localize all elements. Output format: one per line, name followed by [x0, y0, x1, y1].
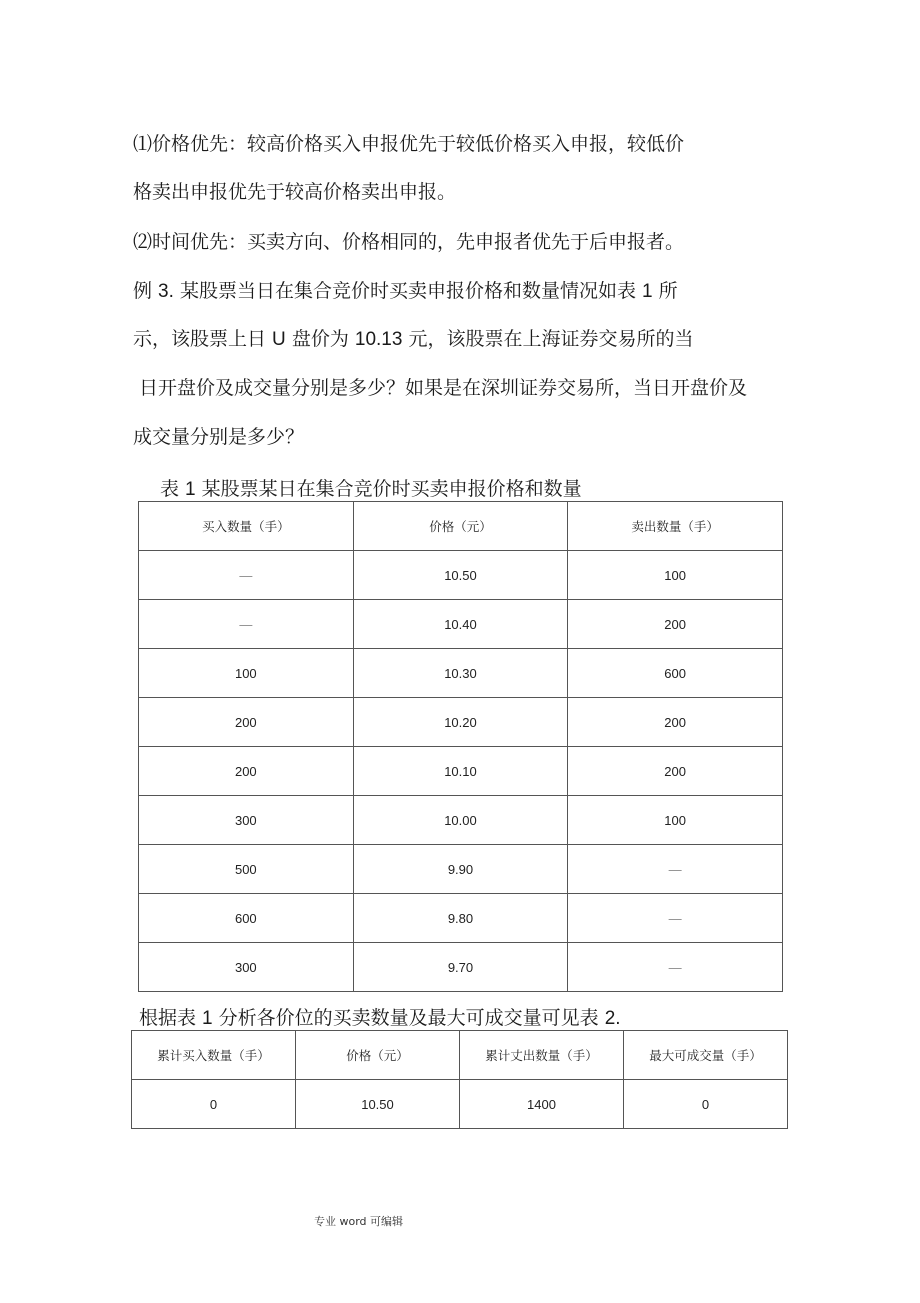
buy-qty-cell: 300	[139, 796, 354, 845]
buy-qty-cell: 100	[139, 649, 354, 698]
example-text: 某股票当日在集合竞价时买卖申报价格和数量情况如表	[173, 280, 642, 302]
price-cell: 10.20	[353, 698, 568, 747]
table-row	[139, 894, 783, 943]
table-row	[139, 551, 783, 600]
table-row	[139, 796, 783, 845]
price-cell: 9.80	[353, 894, 568, 943]
table-row	[139, 943, 783, 992]
table-header-row	[132, 1031, 788, 1080]
paragraph-price-priority-line2: 格卖出申报优先于较高价格卖出申报。	[133, 181, 457, 203]
header-sell-qty: 卖出数量（手）	[568, 502, 783, 551]
cum-buy-qty-cell: 0	[132, 1080, 296, 1129]
price-cell: 10.10	[353, 747, 568, 796]
example-text: 示，该股票上日	[133, 328, 273, 350]
header-buy-qty: 买入数量（手）	[139, 502, 354, 551]
buy-qty-cell: 200	[139, 747, 354, 796]
paragraph-time-priority: ⑵时间优先：买卖方向、价格相同的，先申报者优先于后申报者。	[133, 231, 685, 253]
header-max-volume: 最大可成交量（手）	[624, 1031, 788, 1080]
sell-qty-cell: 600	[568, 649, 783, 698]
table-row	[132, 1080, 788, 1129]
example-label: 例	[133, 280, 159, 302]
table-row	[139, 747, 783, 796]
sell-qty-cell: —	[568, 943, 783, 992]
sell-qty-cell: 200	[568, 747, 783, 796]
price-cell: 10.30	[353, 649, 568, 698]
sell-qty-cell: 100	[568, 551, 783, 600]
example-line-2	[133, 327, 693, 352]
table-header-row	[139, 502, 783, 551]
price-cell: 9.70	[353, 943, 568, 992]
example-line-3: 日开盘价及成交量分别是多少？如果是在深圳证券交易所，当日开盘价及	[139, 377, 748, 399]
example-text-end: 所	[652, 280, 678, 302]
table-row	[139, 698, 783, 747]
table1-caption: 表 1 某股票某日在集合竞价时买卖申报价格和数量	[160, 478, 582, 500]
max-volume-cell: 0	[624, 1080, 788, 1129]
example-text: 元，该股票在上海证券交易所的当	[402, 328, 694, 350]
table-row	[139, 649, 783, 698]
table-row	[139, 845, 783, 894]
price-cell: 10.50	[353, 551, 568, 600]
example-line-4: 成交量分别是多少？	[133, 426, 305, 448]
table-ref-number: 1	[642, 281, 653, 302]
order-book-table	[138, 501, 783, 992]
cumulative-volume-table	[131, 1030, 788, 1129]
header-cum-sell-qty: 累计丈出数量（手）	[460, 1031, 624, 1080]
sell-qty-cell: 100	[568, 796, 783, 845]
example-text: 盘价为	[285, 328, 355, 350]
buy-qty-cell: 500	[139, 845, 354, 894]
price-cell: 10.00	[353, 796, 568, 845]
buy-qty-cell: 300	[139, 943, 354, 992]
close-price-value: 10.13	[354, 329, 403, 350]
price-cell: 10.40	[353, 600, 568, 649]
price-cell: 10.50	[296, 1080, 460, 1129]
sell-qty-cell: —	[568, 894, 783, 943]
sell-qty-cell: —	[568, 845, 783, 894]
paragraph-price-priority-line1: ⑴价格优先：较高价格买入申报优先于较低价格买入申报，较低价	[133, 133, 685, 155]
table-row	[139, 600, 783, 649]
table2-caption: 根据表 1 分析各价位的买卖数量及最大可成交量可见表 2.	[139, 1007, 621, 1029]
sell-qty-cell: 200	[568, 698, 783, 747]
header-price: 价格（元）	[296, 1031, 460, 1080]
cum-sell-qty-cell: 1400	[460, 1080, 624, 1129]
example-line-1	[133, 279, 678, 304]
buy-qty-cell: —	[139, 600, 354, 649]
page-footer: 专业 word 可编辑	[314, 1215, 404, 1228]
sell-qty-cell: 200	[568, 600, 783, 649]
price-cell: 9.90	[353, 845, 568, 894]
header-cum-buy-qty: 累计买入数量（手）	[132, 1031, 296, 1080]
buy-qty-cell: 200	[139, 698, 354, 747]
header-price: 价格（元）	[353, 502, 568, 551]
example-letter: U	[272, 329, 286, 350]
buy-qty-cell: —	[139, 551, 354, 600]
buy-qty-cell: 600	[139, 894, 354, 943]
example-number: 3.	[158, 281, 174, 302]
